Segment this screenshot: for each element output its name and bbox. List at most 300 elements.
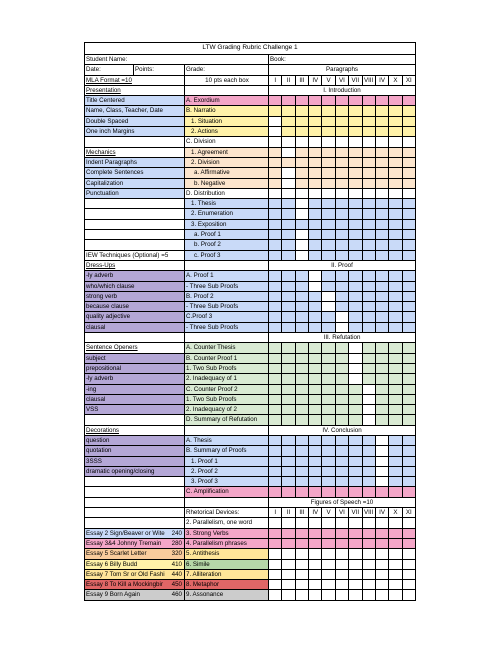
grid-cell <box>349 220 362 229</box>
grid-cell <box>322 560 335 569</box>
essay-score: 280 <box>171 539 182 547</box>
grid-cell <box>403 415 415 424</box>
left-cell: Punctuation <box>84 189 185 199</box>
roman-numeral: XI <box>405 76 412 84</box>
score-grid <box>269 168 416 178</box>
grid-cell <box>269 354 282 363</box>
grid-cell <box>282 189 295 198</box>
rubric-row <box>84 209 416 219</box>
grid-cell <box>389 271 402 280</box>
grid-cell <box>389 106 402 115</box>
grid-cell <box>336 560 349 569</box>
grid-cell <box>363 343 376 352</box>
grid-cell <box>296 529 309 538</box>
rubric-row <box>84 385 416 395</box>
grid-cell <box>389 312 402 321</box>
grid-cell <box>389 137 402 146</box>
score-grid <box>269 292 416 302</box>
grid-cell <box>282 117 295 126</box>
grid-cell <box>309 117 322 126</box>
mid-cell: 4. Parallelism phrases <box>185 539 269 549</box>
grid-cell <box>376 436 389 445</box>
left-cell <box>84 508 185 518</box>
grid-cell <box>403 323 415 332</box>
grid-cell <box>363 117 376 126</box>
grid-cell <box>296 590 309 599</box>
grid-cell <box>403 570 415 579</box>
grid-cell <box>363 374 376 383</box>
grid-cell <box>322 117 335 126</box>
left-cell <box>84 137 185 147</box>
grid-cell <box>309 487 322 496</box>
grid-cell <box>349 251 362 260</box>
grid-cell <box>336 354 349 363</box>
grid-cell <box>389 323 402 332</box>
grid-cell: VIII <box>363 508 376 517</box>
score-grid <box>269 96 416 106</box>
score-grid <box>269 148 416 158</box>
grid-cell <box>309 405 322 414</box>
rubric-row <box>84 539 416 549</box>
section-title: II. Proof <box>269 261 416 271</box>
grid-cell <box>403 117 415 126</box>
grid-cell <box>376 117 389 126</box>
rubric-row <box>84 86 416 96</box>
grid-cell <box>322 220 335 229</box>
grid-cell <box>269 96 282 105</box>
grid-cell <box>403 282 415 291</box>
grid-cell <box>282 292 295 301</box>
grid-cell <box>363 549 376 558</box>
left-cell: Indent Paragraphs <box>84 158 185 168</box>
mid-cell: A. Thesis <box>185 436 269 446</box>
grid-cell <box>363 189 376 198</box>
grid-cell <box>389 590 402 599</box>
grid-cell <box>363 282 376 291</box>
essay-score: 240 <box>171 529 182 537</box>
score-grid <box>269 127 416 137</box>
grid-cell <box>403 457 415 466</box>
grid-cell <box>269 251 282 260</box>
grid-cell <box>296 323 309 332</box>
grid-cell <box>322 312 335 321</box>
grid-cell <box>269 158 282 167</box>
mid-cell: 1. Thesis <box>185 199 269 209</box>
mid-cell: A. Counter Thesis <box>185 343 269 353</box>
grid-cell <box>322 127 335 136</box>
left-cell: Double Spaced <box>84 117 185 127</box>
grid-cell <box>349 209 362 218</box>
grid-cell <box>322 240 335 249</box>
grid-cell <box>389 395 402 404</box>
rubric-row <box>84 261 416 271</box>
grid-cell <box>322 405 335 414</box>
grid-cell <box>282 106 295 115</box>
grid-cell <box>389 96 402 105</box>
grid-cell <box>269 570 282 579</box>
rubric-row <box>84 354 416 364</box>
grid-cell <box>363 580 376 589</box>
grid-cell <box>296 127 309 136</box>
mid-cell: D. Distribution <box>185 189 269 199</box>
grid-cell <box>376 106 389 115</box>
score-grid <box>269 106 416 116</box>
score-grid <box>269 549 416 559</box>
grid-cell <box>309 364 322 373</box>
grid-cell <box>363 405 376 414</box>
grid-cell <box>309 199 322 208</box>
grid-cell <box>403 477 415 486</box>
grid-cell <box>403 539 415 548</box>
grid-cell <box>376 364 389 373</box>
left-cell: Decorations <box>84 426 185 436</box>
grid-cell <box>376 220 389 229</box>
grid-cell: II <box>282 508 295 517</box>
score-grid <box>269 271 416 281</box>
grid-cell <box>309 590 322 599</box>
grid-cell <box>336 343 349 352</box>
grid-cell <box>309 312 322 321</box>
grid-cell <box>322 446 335 455</box>
left-cell <box>84 560 185 570</box>
left-cell: Name, Class, Teacher, Date <box>84 106 185 116</box>
rubric-row <box>84 323 416 333</box>
grid-cell <box>296 251 309 260</box>
grid-cell <box>322 148 335 157</box>
grid-cell <box>363 106 376 115</box>
grid-cell <box>389 148 402 157</box>
grid-cell <box>349 560 362 569</box>
grid-cell <box>322 96 335 105</box>
mid-cell: - Three Sub Proofs <box>185 302 269 312</box>
left-cell: because clause <box>84 302 185 312</box>
mid-cell: 1. Agreement <box>185 148 269 158</box>
grid-cell <box>322 395 335 404</box>
left-cell: Dress-Ups <box>84 261 185 271</box>
essay-name: Essay 6 Billy Budd <box>86 560 138 568</box>
grid-cell <box>269 302 282 311</box>
score-grid <box>269 354 416 364</box>
score-grid <box>269 405 416 415</box>
grid-cell <box>363 477 376 486</box>
left-cell: subject <box>84 354 185 364</box>
grid-cell <box>336 457 349 466</box>
grid-cell <box>403 374 415 383</box>
grid-cell <box>269 343 282 352</box>
grid-cell <box>349 539 362 548</box>
score-grid <box>269 415 416 425</box>
rubric-row <box>84 446 416 456</box>
grid-cell <box>296 96 309 105</box>
grid-cell <box>269 529 282 538</box>
grid-cell <box>269 282 282 291</box>
mid-cell <box>185 261 269 271</box>
grid-cell <box>376 354 389 363</box>
left-cell: strong verb <box>84 292 185 302</box>
grid-cell <box>269 446 282 455</box>
mid-cell: 3. Exposition <box>185 220 269 230</box>
grid-cell <box>336 230 349 239</box>
grid-cell <box>349 168 362 177</box>
left-cell: quotation <box>84 446 185 456</box>
grid-cell <box>282 96 295 105</box>
grid-cell <box>403 251 415 260</box>
mid-cell: 2. Actions <box>185 127 269 137</box>
mid-cell: C. Division <box>185 137 269 147</box>
grid-cell <box>269 127 282 136</box>
rubric-row <box>84 251 416 261</box>
roman-numeral: VI <box>336 76 349 85</box>
score-grid <box>269 117 416 127</box>
mid-cell: A. Proof 1 <box>185 271 269 281</box>
grid-cell <box>336 117 349 126</box>
grid-cell <box>349 374 362 383</box>
grid-cell <box>403 580 415 589</box>
essay-score: 410 <box>171 560 182 568</box>
grid-cell <box>322 364 335 373</box>
roman-numeral: IV <box>376 76 389 85</box>
roman-numeral: I <box>269 76 282 85</box>
grid-cell <box>269 209 282 218</box>
grid-cell <box>376 189 389 198</box>
score-grid <box>269 590 416 600</box>
grid-cell <box>363 323 376 332</box>
mid-cell: C. Counter Proof 2 <box>185 385 269 395</box>
grid-cell <box>363 590 376 599</box>
grid-cell <box>389 302 402 311</box>
grid-cell <box>403 127 415 136</box>
grid-cell <box>336 539 349 548</box>
grid-cell <box>282 251 295 260</box>
grid-cell <box>322 343 335 352</box>
grid-cell <box>309 539 322 548</box>
score-grid <box>269 209 416 219</box>
grid-cell <box>296 240 309 249</box>
grid-cell <box>322 209 335 218</box>
left-cell <box>84 240 185 250</box>
grid-cell <box>336 199 349 208</box>
grid-cell <box>322 529 335 538</box>
mid-cell: 2. Inadequacy of 2 <box>185 405 269 415</box>
left-cell: Capitalization <box>84 179 185 189</box>
grid-cell <box>296 446 309 455</box>
grid-cell <box>269 467 282 476</box>
grid-cell <box>349 323 362 332</box>
score-grid <box>269 251 416 261</box>
grid-cell <box>296 209 309 218</box>
grid-cell <box>309 127 322 136</box>
grid-cell <box>282 158 295 167</box>
grid-cell <box>282 374 295 383</box>
grid-cell <box>363 560 376 569</box>
rubric-row <box>84 436 416 446</box>
grid-cell <box>309 96 322 105</box>
left-cell <box>84 209 185 219</box>
grid-cell <box>349 570 362 579</box>
grid-cell <box>322 549 335 558</box>
grid-cell <box>389 374 402 383</box>
grid-cell <box>309 282 322 291</box>
rubric-row <box>84 405 416 415</box>
date-label: Date: <box>84 65 134 75</box>
score-grid <box>269 302 416 312</box>
grid-cell <box>389 343 402 352</box>
rubric-row <box>84 364 416 374</box>
left-cell: quality adjective <box>84 312 185 322</box>
grid-cell <box>349 148 362 157</box>
grid-cell <box>349 292 362 301</box>
grid-cell <box>403 385 415 394</box>
grid-cell <box>363 179 376 188</box>
grid-cell <box>349 436 362 445</box>
grid-cell <box>296 354 309 363</box>
grid-cell <box>282 467 295 476</box>
book-label: Book: <box>269 55 416 65</box>
score-grid <box>269 189 416 199</box>
grid-cell <box>296 487 309 496</box>
grid-cell <box>322 302 335 311</box>
score-grid <box>269 312 416 322</box>
grid-cell <box>389 539 402 548</box>
rubric-row <box>84 498 416 508</box>
rubric-row <box>84 137 416 147</box>
grid-cell <box>296 220 309 229</box>
grid-cell <box>389 199 402 208</box>
grid-cell <box>349 271 362 280</box>
grid-cell <box>389 405 402 414</box>
grid-cell <box>363 251 376 260</box>
grid-cell <box>282 395 295 404</box>
left-cell <box>84 529 185 539</box>
score-grid <box>269 487 416 497</box>
grid-cell <box>269 487 282 496</box>
grid-cell <box>269 199 282 208</box>
grid-cell <box>389 179 402 188</box>
rubric-row <box>84 518 416 528</box>
mid-cell <box>185 86 269 96</box>
grid-cell <box>349 343 362 352</box>
grid-cell <box>336 590 349 599</box>
essay-name: Essay 2 Sign/Beaver or Wite <box>86 529 165 537</box>
mid-cell: b. Negative <box>185 179 269 189</box>
score-grid <box>269 220 416 230</box>
grid-cell <box>376 96 389 105</box>
grid-cell <box>349 106 362 115</box>
grid-cell <box>376 292 389 301</box>
grid-cell <box>282 179 295 188</box>
roman-numeral: X <box>389 76 402 85</box>
grid-cell <box>269 179 282 188</box>
essay-name: Essay 8 To Kill a Mockingbir <box>86 581 163 589</box>
grid-cell <box>309 148 322 157</box>
grid-cell <box>309 323 322 332</box>
score-grid <box>269 240 416 250</box>
grid-cell <box>282 209 295 218</box>
mid-cell: 8. Metaphor <box>185 580 269 590</box>
grid-cell <box>282 323 295 332</box>
mid-cell: 5. Antithesis <box>185 549 269 559</box>
rubric-row <box>84 96 416 106</box>
grid-cell <box>389 189 402 198</box>
grid-cell <box>322 189 335 198</box>
grid-cell <box>403 230 415 239</box>
grid-cell <box>336 518 349 527</box>
grid-cell <box>363 240 376 249</box>
grid-cell <box>322 580 335 589</box>
grid-cell <box>296 477 309 486</box>
grid-cell <box>336 405 349 414</box>
grid-cell <box>322 354 335 363</box>
grid-cell <box>296 158 309 167</box>
grid-cell <box>282 312 295 321</box>
grid-cell <box>296 343 309 352</box>
grid-cell <box>336 570 349 579</box>
grid-cell <box>282 282 295 291</box>
grid-cell <box>309 106 322 115</box>
grid-cell <box>376 240 389 249</box>
grid-cell <box>309 168 322 177</box>
grid-cell <box>376 312 389 321</box>
grid-cell <box>269 539 282 548</box>
grid-cell <box>309 446 322 455</box>
grid-cell <box>403 292 415 301</box>
grid-cell <box>336 446 349 455</box>
mla-format-label: MLA Format =10 <box>84 76 185 86</box>
mid-cell: 3. Proof 3 <box>185 477 269 487</box>
grid-cell <box>363 158 376 167</box>
grid-cell <box>376 179 389 188</box>
grid-cell <box>269 230 282 239</box>
essay-score: 440 <box>171 570 182 578</box>
grid-cell <box>336 251 349 260</box>
grid-cell <box>403 189 415 198</box>
mid-cell: B. Counter Proof 1 <box>185 354 269 364</box>
grid-cell <box>389 560 402 569</box>
left-cell: Complete Sentences <box>84 168 185 178</box>
grid-cell <box>349 230 362 239</box>
grid-cell <box>309 529 322 538</box>
grid-cell <box>309 374 322 383</box>
grid-cell <box>282 415 295 424</box>
grid-cell <box>269 457 282 466</box>
mid-cell <box>185 333 269 343</box>
grid-cell <box>336 127 349 136</box>
grid-cell <box>269 106 282 115</box>
grid-cell <box>282 518 295 527</box>
grid-cell <box>282 240 295 249</box>
grid-cell <box>296 282 309 291</box>
grid-cell <box>309 457 322 466</box>
grid-cell <box>336 467 349 476</box>
grid-cell <box>336 549 349 558</box>
score-grid <box>269 230 416 240</box>
grid-cell <box>322 477 335 486</box>
rubric-row <box>84 220 416 230</box>
grid-cell <box>296 364 309 373</box>
grid-cell <box>363 529 376 538</box>
grid-cell <box>376 374 389 383</box>
roman-numeral: VIII <box>363 76 376 85</box>
mid-cell: a. Affirmative <box>185 168 269 178</box>
grid-cell <box>296 580 309 589</box>
left-cell: clausal <box>84 395 185 405</box>
grid-cell <box>389 570 402 579</box>
grid-cell <box>403 354 415 363</box>
grid-cell <box>376 477 389 486</box>
grid-cell <box>322 251 335 260</box>
grid-cell <box>296 385 309 394</box>
left-cell: dramatic opening/closing <box>84 467 185 477</box>
